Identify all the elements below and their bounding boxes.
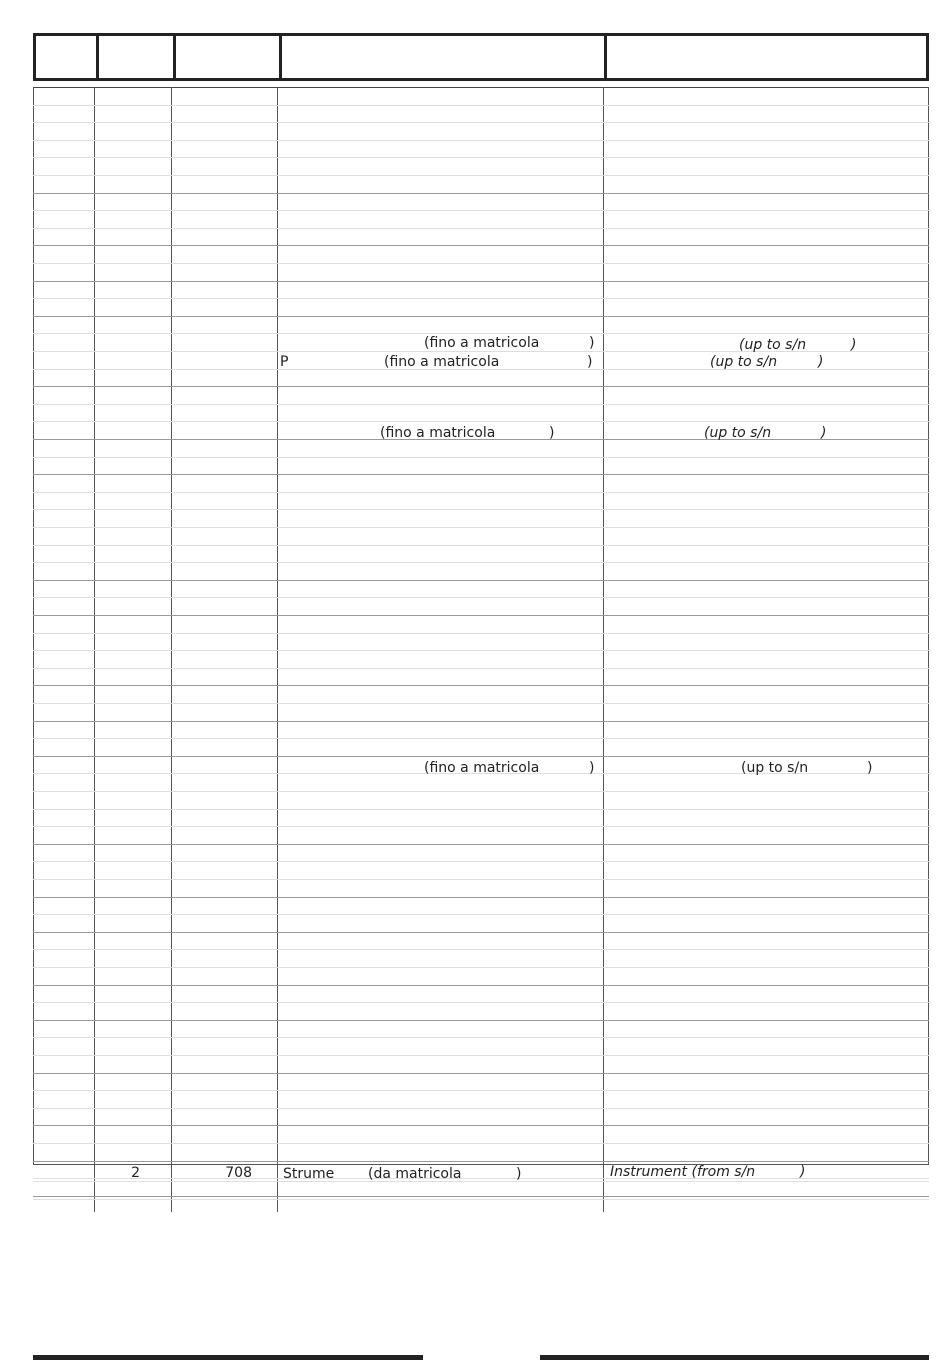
ruling-line xyxy=(33,140,929,141)
header-divider xyxy=(96,36,99,78)
ruling-line xyxy=(33,105,929,106)
row-it-close: ) xyxy=(549,425,555,441)
ruling-line xyxy=(33,562,929,563)
ruling-line xyxy=(33,668,929,669)
ruling-line xyxy=(33,492,929,493)
ruling-line xyxy=(33,1164,929,1165)
ruling-line xyxy=(33,1055,929,1056)
ruling-line xyxy=(33,949,929,950)
row-it-close: ) xyxy=(587,354,593,370)
ruling-line xyxy=(33,527,929,528)
ruling-line xyxy=(33,633,929,634)
ruling-line xyxy=(33,333,929,334)
ruling-line xyxy=(33,791,929,792)
ruling-line xyxy=(33,844,929,845)
ruling-line xyxy=(33,298,929,299)
ruling-line xyxy=(33,685,929,686)
row-en-text: Instrument (from s/n xyxy=(610,1164,756,1180)
ruling-line xyxy=(33,281,929,282)
row-en-close: ) xyxy=(851,337,857,353)
row-en-close: ) xyxy=(818,354,824,370)
ruling-line xyxy=(33,1037,929,1038)
ruling-line xyxy=(33,1125,929,1126)
row-it-text: (fino a matricola xyxy=(380,425,496,441)
ruling-line xyxy=(33,879,929,880)
ruling-line xyxy=(33,175,929,176)
ruling-line xyxy=(33,1002,929,1003)
row-en-close: ) xyxy=(821,425,827,441)
ruling-line xyxy=(33,580,929,581)
ruling-line xyxy=(33,597,929,598)
ruling-line xyxy=(33,228,929,229)
row-en-text: (up to s/n xyxy=(741,760,809,776)
row-it-close: ) xyxy=(589,335,595,351)
ruling-line xyxy=(33,650,929,651)
ruling-line xyxy=(33,1073,929,1074)
ruling-line xyxy=(33,210,929,211)
ruling-line xyxy=(33,474,929,475)
ruling-line xyxy=(33,404,929,405)
ruling-line xyxy=(33,1199,929,1200)
ruling-line xyxy=(33,721,929,722)
ruling-line xyxy=(33,756,929,757)
ruling-line xyxy=(33,809,929,810)
ruling-line xyxy=(33,738,929,739)
row-en-close: ) xyxy=(867,760,873,776)
ruling-line xyxy=(33,615,929,616)
ruling-line xyxy=(33,703,929,704)
table-header xyxy=(33,33,929,81)
ruling-line xyxy=(33,1143,929,1144)
footer-bar-right xyxy=(540,1355,929,1360)
row-en-text: (up to s/n xyxy=(710,354,778,370)
row-it-prefix: Strume xyxy=(283,1166,335,1182)
ruling-line xyxy=(33,421,929,422)
row-en-text: (up to s/n xyxy=(704,425,772,441)
ruling-line xyxy=(33,1090,929,1091)
header-divider xyxy=(604,36,607,78)
ruling-line xyxy=(33,245,929,246)
row-it-text: (fino a matricola xyxy=(384,354,500,370)
ruling-line xyxy=(33,932,929,933)
ruling-line xyxy=(33,1196,929,1197)
row-code: 708 xyxy=(225,1165,252,1181)
ruling-line xyxy=(33,122,929,123)
ruling-line xyxy=(33,1020,929,1021)
grid-top-border xyxy=(33,87,929,88)
ruling-line xyxy=(33,386,929,387)
footer-bar-left xyxy=(33,1355,423,1360)
ruling-line xyxy=(33,826,929,827)
ruling-line xyxy=(33,509,929,510)
ruling-line xyxy=(33,316,929,317)
header-divider xyxy=(173,36,176,78)
row-en-text: (up to s/n xyxy=(739,337,807,353)
row-it-text: (fino a matricola xyxy=(424,760,540,776)
ruling-line xyxy=(33,193,929,194)
ruling-line xyxy=(33,1178,929,1179)
ruling-line xyxy=(33,967,929,968)
ruling-line xyxy=(33,545,929,546)
row-it-close: ) xyxy=(589,760,595,776)
row-it-text: (da matricola xyxy=(368,1166,462,1182)
ruling-line xyxy=(33,914,929,915)
ruling-line xyxy=(33,1161,929,1162)
ruling-line xyxy=(33,457,929,458)
row-it-text: (fino a matricola xyxy=(424,335,540,351)
parts-table xyxy=(33,87,929,1212)
header-divider xyxy=(279,36,282,78)
row-it-close: ) xyxy=(516,1166,522,1182)
ruling-line xyxy=(33,1181,929,1182)
row-quantity: 2 xyxy=(131,1165,140,1181)
ruling-line xyxy=(33,263,929,264)
ruling-line xyxy=(33,1108,929,1109)
ruling-line xyxy=(33,897,929,898)
ruling-line xyxy=(33,985,929,986)
row-prefix: P xyxy=(280,354,289,370)
ruling-line xyxy=(33,157,929,158)
ruling-line xyxy=(33,861,929,862)
row-en-close: ) xyxy=(800,1164,806,1180)
